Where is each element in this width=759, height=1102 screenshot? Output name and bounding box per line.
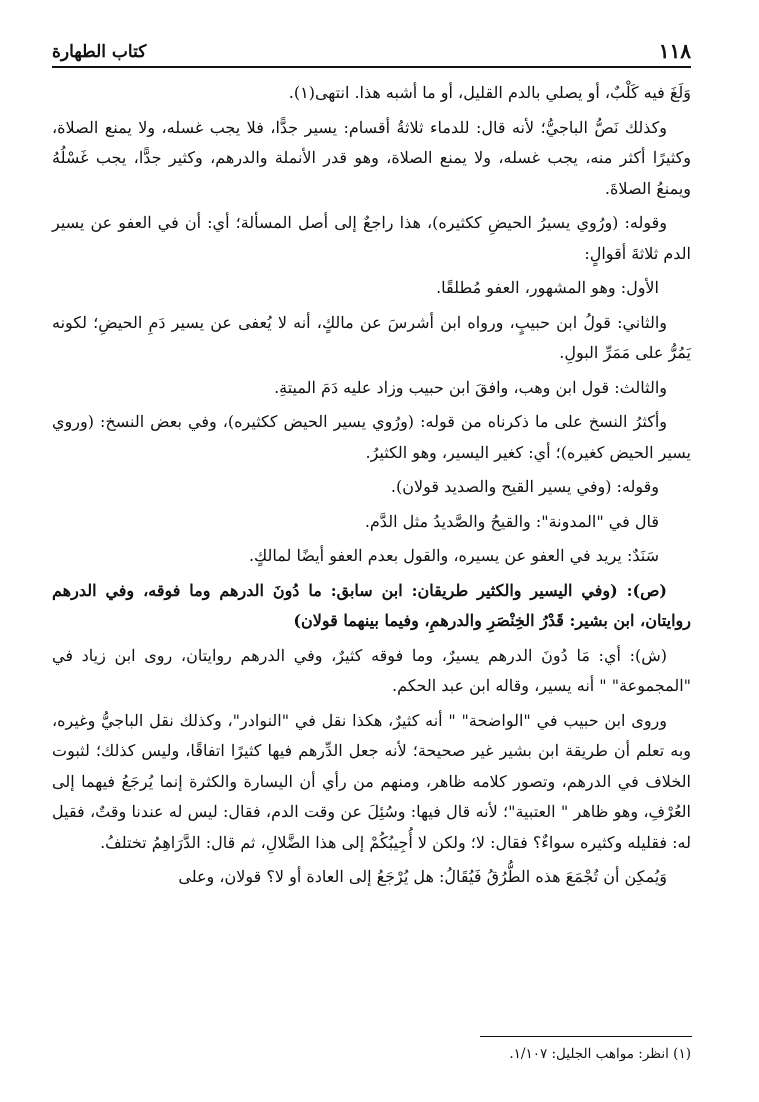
running-title: كتاب الطهارة: [52, 42, 147, 62]
page-header: [52, 30, 691, 68]
paragraph: وَيُمكِن أن تُجْمَعَ هذه الطُّرُقُ فَيُقَالُ: هل يُرْجَعُ إلى العادة أو لا؟ قولان، وعلى: [178, 867, 667, 886]
paragraph: سَنَدٌ: يريد في العفو عن يسيره، والقول بعدم العفو أيضًا لمالكٍ.: [248, 546, 659, 565]
paragraph: وروى ابن حبيب في "الواضحة" " أنه كثيرٌ، هكذا نقل في "النوادر"، وكذلك نقل الباجيُّ وغيره، وبه تعلم أن طريقة ابن بشير غير صحيحة؛ لأنه جعل الدِّرهم فيها كثيرًا اتفاقًا، وليس كذلك؛ لثبوت الخلاف في الدرهم، وتصور كلامه ظاهر، ومنهم من رأي أن اليسارة والكثرة إنما يُرجَعُ فيهما إلى العُرْفِ، وهو ظاهر " العتبية"؛ لأنه قال فيها: وسُئِلَ عن وقت الدم، فقال: ليس له عندنا وقتٌ، فقيل له: فقليله وكثيره سواءٌ؟ فقال: لا؛ ولكن لا أُجِيبُكُمْ إلى هذا الضَّلالِ، ثم قال: الدَّرَاهِمُ تختلفُ.: [52, 710, 691, 852]
paragraph: وَلَغَ فيه كَلْبٌ، أو يصلي بالدم القليل، أو ما أشبه هذا. انتهى(١).: [288, 83, 691, 102]
paragraph: والثالث: قول ابن وهب، وافقَ ابن حبيب وزاد عليه دَمَ الميتةِ.: [274, 377, 667, 397]
main-text: [52, 78, 691, 897]
paragraph: وقوله: (ورُوي يسيرُ الحيضِ ككثيره)، هذا راجعٌ إلى أصل المسألة؛ أي: أن في العفو عن يسير الدم ثلاثةَ أقوالٍ:: [52, 213, 691, 263]
paragraph: الأول: وهو المشهور، العفو مُطلقًا.: [436, 278, 659, 297]
paragraph: وكذلك نَصُّ الباجيُّ؛ لأنه قال: للدماء ثلاثةُ أقسام: يسير جدًّا، فلا يجب غسله، ولا يمنع الصلاة، وكثيرًا أكثر منه، يجب غسله، ولا يمنع الصلاة، وهو قدر الأنملة والدرهم، وكثير جدًّا، يجب غَسْلُهُ ويمنعُ الصلاةَ.: [52, 117, 691, 198]
commentary-paragraph: (ش): أي: مَا دُونَ الدرهم يسيرٌ، وما فوقه كثيرٌ، وفي الدرهم روايتان، روى ابن زياد في "المجموعة" " أنه يسير، وقاله ابن عبد الحكم.: [52, 645, 691, 695]
footnote-divider: [480, 1036, 692, 1037]
paragraph: والثاني: قولُ ابن حبيبٍ، ورواه ابن أشرسَ عن مالكٍ، أنه لا يُعفى عن يسير دَمِ الحيضِ؛ لكونه يَمُرُّ على مَمَرِّ البولِ.: [52, 312, 691, 362]
footnote: (١) انظر: مواهب الجليل: ١/١٠٧.: [509, 1046, 691, 1062]
matn-quote: (ص): (وفي اليسير والكثير طريقان: ابن سابق: ما دُونَ الدرهم وما فوقه، وفي الدرهم روايتان، ابن بشير: قَدْرُ الخِنْصَرِ والدرهمِ، وفيما بينهما قولان): [52, 580, 691, 630]
paragraph: وأكثرُ النسخ على ما ذكرناه من قوله: (ورُوي يسير الحيض ككثيره)، وفي بعض النسخ: (وروي يسير الحيض كغيره)؛ أي: كغير اليسير، وهو الكثيرُ.: [52, 412, 691, 462]
page-number: ١١٨: [658, 39, 691, 63]
paragraph: قال في "المدونة": والقيحُ والصَّديدُ مثل الدَّم.: [364, 511, 659, 531]
paragraph: وقوله: (وفي يسير القيح والصديد قولان).: [390, 477, 659, 496]
